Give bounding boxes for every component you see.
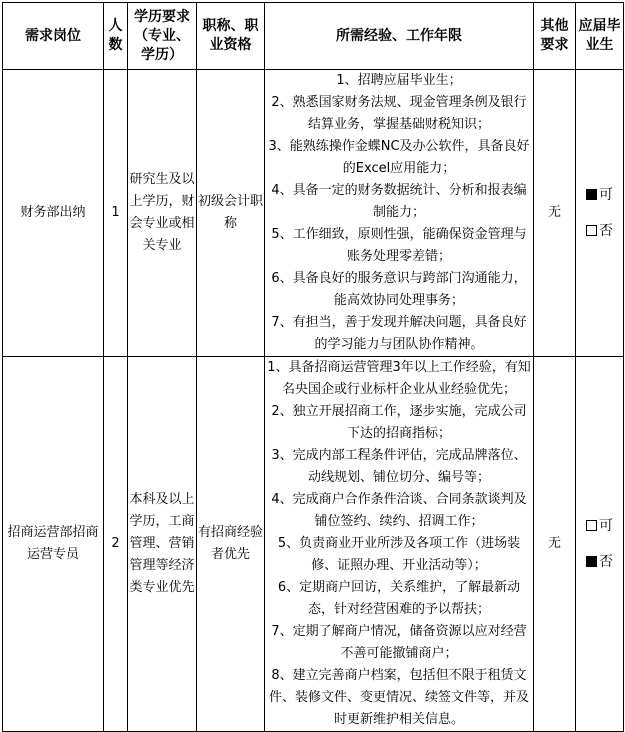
job-requirements-table: [2, 2, 624, 732]
experience-item: 4、完成商户合作条件洽谈、合同条款谈判及铺位签约、续约、招调工作；: [271, 492, 527, 529]
graduate-yes-label: 可: [599, 187, 613, 203]
experience-item: 3、能熟练操作金蝶NC及办公软件，具备良好的Excel应用能力；: [268, 139, 530, 176]
experience-item: 1、具备招商运营管理3年以上工作经验，有知名央国企或行业标杆企业从业经验优先；: [267, 360, 531, 397]
table-row: [3, 357, 624, 732]
experience-item: 7、有担当，善于发现并解决问题，具备良好的学习能力与团队协作精神。: [271, 315, 527, 352]
other-cell: 无: [534, 70, 576, 357]
header-count: 人数: [104, 3, 128, 70]
header-graduate: 应届毕业生: [576, 3, 624, 70]
graduate-yes-label: 可: [599, 518, 613, 534]
checkbox-checked-icon: [586, 189, 597, 200]
experience-item: 5、工作细致，原则性强，能确保资金管理与账务处理零差错；: [271, 227, 527, 264]
graduate-cell: [576, 70, 624, 357]
count-cell: 1: [104, 70, 128, 357]
experience-item: 1、招聘应届毕业生；: [336, 73, 462, 88]
table-row: [3, 70, 624, 357]
graduate-option-yes[interactable]: [576, 177, 623, 213]
graduate-cell: [576, 357, 624, 732]
experience-item: 2、独立开展招商工作，逐步实施，完成公司下达的招商指标；: [271, 404, 527, 441]
graduate-option-no[interactable]: [576, 544, 623, 580]
graduate-no-label: 否: [599, 223, 613, 239]
title-cell: 初级会计职称: [197, 70, 265, 357]
title-cell: 有招商经验者优先: [197, 357, 265, 732]
experience-item: 6、定期商户回访，关系维护，了解最新动态，针对经营困难的予以帮扶；: [277, 580, 521, 617]
education-cell: 本科及以上学历，工商管理、营销管理等经济类专业优先: [128, 357, 197, 732]
experience-item: 5、负责商业开业所涉及各项工作（进场装修、证照办理、开业活动等）；: [277, 536, 521, 573]
header-row: [3, 3, 624, 70]
header-position: 需求岗位: [3, 3, 104, 70]
experience-cell: [265, 70, 534, 357]
experience-item: 3、完成内部工程条件评估，完成品牌落位、动线规划、铺位切分、编号等；: [271, 448, 527, 485]
checkbox-unchecked-icon: [586, 225, 597, 236]
graduate-option-no[interactable]: [576, 213, 623, 249]
header-title: 职称、职业资格: [197, 3, 265, 70]
experience-item: 8、建立完善商户档案，包括但不限于租赁文件、装修文件、变更情况、续签文件等，并及时更新维护相关信息。: [268, 668, 529, 727]
count-cell: 2: [104, 357, 128, 732]
education-cell: 研究生及以上学历，财会专业或相关专业: [128, 70, 197, 357]
position-cell: 招商运营部招商运营专员: [3, 357, 104, 732]
header-education: 学历要求（专业、学历）: [128, 3, 197, 70]
experience-item: 6、具备良好的服务意识与跨部门沟通能力，能高效协同处理事务；: [271, 271, 527, 308]
experience-item: 2、熟悉国家财务法规、现金管理条例及银行结算业务，掌握基础财税知识；: [271, 95, 527, 132]
experience-item: 7、定期了解商户情况，储备资源以应对经营不善可能撤铺商户；: [271, 624, 527, 661]
experience-item: 4、具备一定的财务数据统计、分析和报表编制能力；: [271, 183, 527, 220]
graduate-no-label: 否: [599, 554, 613, 570]
experience-cell: [265, 357, 534, 732]
header-experience: 所需经验、工作年限: [265, 3, 534, 70]
header-other: 其他要求: [534, 3, 576, 70]
graduate-option-yes[interactable]: [576, 508, 623, 544]
checkbox-checked-icon: [586, 556, 597, 567]
other-cell: 无: [534, 357, 576, 732]
checkbox-unchecked-icon: [586, 520, 597, 531]
position-cell: 财务部出纳: [3, 70, 104, 357]
